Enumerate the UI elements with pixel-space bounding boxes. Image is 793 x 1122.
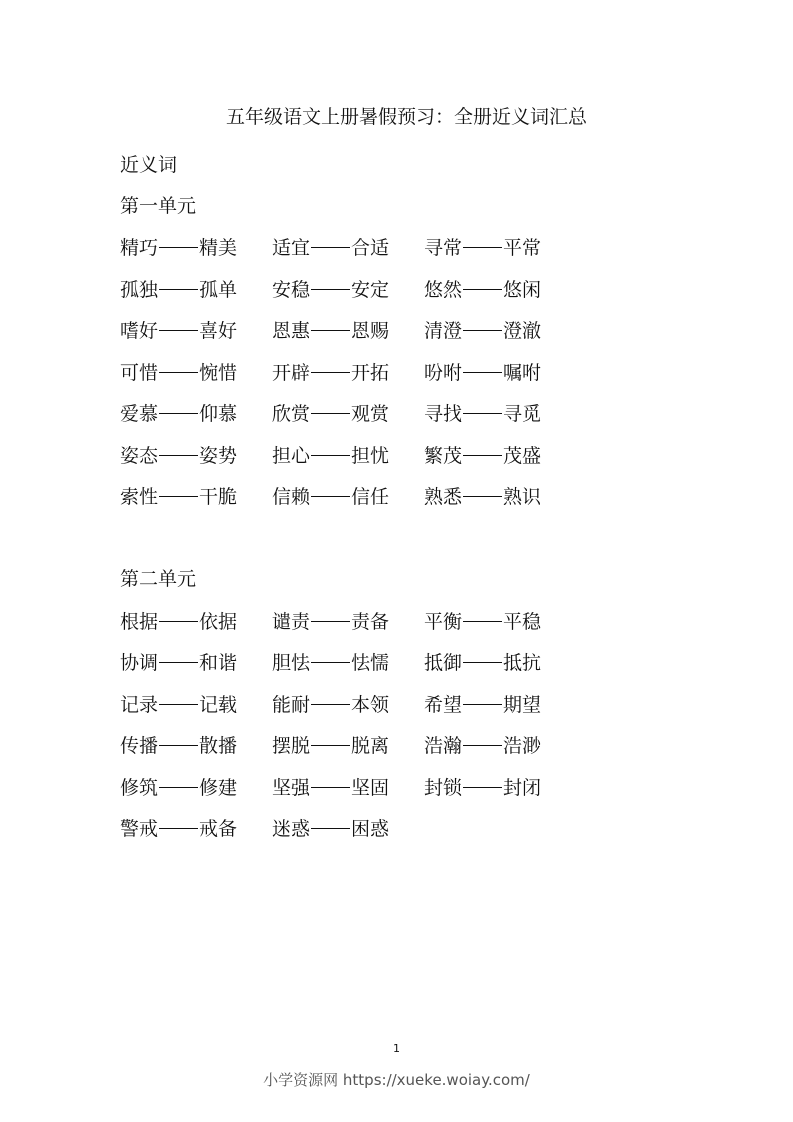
dash-connector [311, 662, 350, 663]
word: 谴责 [272, 610, 311, 633]
synonym-word: 精美 [199, 237, 238, 260]
dash-connector [311, 413, 350, 414]
word: 协调 [120, 652, 159, 675]
word: 希望 [424, 693, 463, 716]
word: 精巧 [120, 237, 159, 260]
synonym-row [120, 475, 720, 517]
synonym-word: 责备 [351, 610, 390, 633]
synonym-word: 合适 [351, 237, 390, 260]
synonym-pair [424, 399, 576, 426]
synonym-word: 恩赐 [351, 320, 390, 343]
synonym-pair [272, 690, 424, 717]
dash-connector [159, 372, 198, 373]
word: 根据 [120, 610, 159, 633]
word: 欣赏 [272, 403, 311, 426]
synonym-pair [424, 607, 576, 634]
synonym-word: 平常 [503, 237, 542, 260]
synonym-pair [120, 482, 272, 509]
dash-connector [159, 289, 198, 290]
synonym-pair [272, 814, 424, 841]
synonym-pair [272, 399, 424, 426]
synonym-pair [272, 482, 424, 509]
word: 姿态 [120, 444, 159, 467]
synonym-pair [272, 648, 424, 675]
dash-connector [159, 828, 198, 829]
dash-connector [159, 455, 198, 456]
word: 修筑 [120, 776, 159, 799]
synonym-row [120, 309, 720, 351]
word: 平衡 [424, 610, 463, 633]
word: 记录 [120, 693, 159, 716]
word: 浩瀚 [424, 735, 463, 758]
dash-connector [311, 330, 350, 331]
dash-connector [159, 662, 198, 663]
synonym-word: 仰慕 [199, 403, 238, 426]
synonym-word: 和谐 [199, 652, 238, 675]
synonym-word: 喜好 [199, 320, 238, 343]
synonym-row [120, 807, 720, 849]
word: 吩咐 [424, 361, 463, 384]
dash-connector [159, 745, 198, 746]
section-label: 近义词 [120, 153, 178, 176]
dash-connector [463, 787, 502, 788]
synonym-word: 干脆 [199, 486, 238, 509]
synonym-word: 散播 [199, 735, 238, 758]
synonym-pair [272, 607, 424, 634]
dash-connector [463, 662, 502, 663]
word: 封锁 [424, 776, 463, 799]
dash-connector [311, 289, 350, 290]
word: 嗜好 [120, 320, 159, 343]
synonym-word: 开拓 [351, 361, 390, 384]
dash-connector [463, 247, 502, 248]
synonym-pair [272, 316, 424, 343]
synonym-row [120, 226, 720, 268]
synonym-word: 观赏 [351, 403, 390, 426]
synonym-word: 抵抗 [503, 652, 542, 675]
word: 适宜 [272, 237, 311, 260]
word: 寻常 [424, 237, 463, 260]
word: 爱慕 [120, 403, 159, 426]
synonym-word: 本领 [351, 693, 390, 716]
synonym-pair [120, 607, 272, 634]
footer-watermark: 小学资源网 https://xueke.woiay.com/ [263, 1071, 530, 1089]
unit-heading: 第一单元 [120, 194, 197, 217]
synonym-word: 熟识 [503, 486, 542, 509]
word: 警戒 [120, 818, 159, 841]
dash-connector [311, 455, 350, 456]
word: 信赖 [272, 486, 311, 509]
synonym-pair [120, 690, 272, 717]
synonym-pair [272, 441, 424, 468]
word: 传播 [120, 735, 159, 758]
synonym-row [120, 600, 720, 642]
unit-spacer [120, 517, 720, 559]
word: 安稳 [272, 278, 311, 301]
synonym-pair [424, 233, 576, 260]
synonym-row [120, 351, 720, 393]
dash-connector [311, 496, 350, 497]
synonym-pair [120, 275, 272, 302]
synonym-word: 困惑 [351, 818, 390, 841]
synonym-row [120, 434, 720, 476]
synonym-row [120, 641, 720, 683]
synonym-word: 姿势 [199, 444, 238, 467]
dash-connector [463, 704, 502, 705]
page-title: 五年级语文上册暑假预习：全册近义词汇总 [225, 106, 587, 128]
synonym-row [120, 268, 720, 310]
word: 胆怯 [272, 652, 311, 675]
synonym-pair [120, 441, 272, 468]
synonym-pair [424, 690, 576, 717]
word: 摆脱 [272, 735, 311, 758]
dash-connector [159, 787, 198, 788]
word: 开辟 [272, 361, 311, 384]
synonym-word: 澄澈 [503, 320, 542, 343]
word: 寻找 [424, 403, 463, 426]
synonym-word: 茂盛 [503, 444, 542, 467]
word: 迷惑 [272, 818, 311, 841]
dash-connector [159, 247, 198, 248]
dash-connector [463, 330, 502, 331]
dash-connector [311, 704, 350, 705]
word: 恩惠 [272, 320, 311, 343]
synonym-row [120, 724, 720, 766]
synonym-word: 寻觅 [503, 403, 542, 426]
synonym-word: 封闭 [503, 776, 542, 799]
word: 抵御 [424, 652, 463, 675]
synonym-row [120, 392, 720, 434]
synonym-pair [120, 358, 272, 385]
word: 悠然 [424, 278, 463, 301]
dash-connector [311, 745, 350, 746]
synonym-pair [272, 233, 424, 260]
synonym-word: 孤单 [199, 278, 238, 301]
synonym-word: 戒备 [199, 818, 238, 841]
synonym-word: 期望 [503, 693, 542, 716]
word: 坚强 [272, 776, 311, 799]
synonym-word: 悠闲 [503, 278, 542, 301]
synonym-word: 嘱咐 [503, 361, 542, 384]
word: 能耐 [272, 693, 311, 716]
document-body [120, 144, 720, 849]
synonym-row [120, 766, 720, 808]
synonym-word: 怯懦 [351, 652, 390, 675]
synonym-word: 坚固 [351, 776, 390, 799]
synonym-word: 记载 [199, 693, 238, 716]
synonym-word: 安定 [351, 278, 390, 301]
word: 繁茂 [424, 444, 463, 467]
unit-heading: 第二单元 [120, 568, 197, 590]
dash-connector [311, 621, 350, 622]
dash-connector [159, 330, 198, 331]
word: 清澄 [424, 320, 463, 343]
synonym-pair [424, 773, 576, 800]
dash-connector [463, 745, 502, 746]
synonym-word: 平稳 [503, 610, 542, 633]
dash-connector [463, 455, 502, 456]
dash-connector [311, 787, 350, 788]
units-container [120, 185, 720, 849]
synonym-pair [424, 648, 576, 675]
dash-connector [463, 496, 502, 497]
synonym-pair [272, 773, 424, 800]
synonym-pair [120, 233, 272, 260]
synonym-pair [424, 358, 576, 385]
synonym-pair [424, 482, 576, 509]
word: 熟悉 [424, 486, 463, 509]
synonym-word: 修建 [199, 776, 238, 799]
synonym-pair [424, 441, 576, 468]
synonym-pair [120, 731, 272, 758]
dash-connector [159, 496, 198, 497]
synonym-word: 依据 [199, 610, 238, 633]
page-number: 1 [393, 1042, 400, 1055]
dash-connector [311, 247, 350, 248]
synonym-pair [272, 275, 424, 302]
word: 可惜 [120, 361, 159, 384]
synonym-pair [424, 275, 576, 302]
synonym-pair [424, 731, 576, 758]
synonym-pair [120, 316, 272, 343]
dash-connector [159, 621, 198, 622]
dash-connector [311, 828, 350, 829]
dash-connector [159, 413, 198, 414]
dash-connector [463, 289, 502, 290]
synonym-word: 信任 [351, 486, 390, 509]
synonym-pair [120, 773, 272, 800]
synonym-pair [424, 316, 576, 343]
synonym-row [120, 683, 720, 725]
word: 担心 [272, 444, 311, 467]
synonym-word: 脱离 [351, 735, 390, 758]
synonym-pair [120, 814, 272, 841]
dash-connector [159, 704, 198, 705]
word: 索性 [120, 486, 159, 509]
dash-connector [463, 413, 502, 414]
synonym-pair [272, 731, 424, 758]
synonym-word: 浩渺 [503, 735, 542, 758]
synonym-word: 惋惜 [199, 361, 238, 384]
dash-connector [463, 621, 502, 622]
synonym-word: 担忧 [351, 444, 390, 467]
dash-connector [463, 372, 502, 373]
synonym-pair [272, 358, 424, 385]
word: 孤独 [120, 278, 159, 301]
synonym-pair [120, 399, 272, 426]
synonym-pair [120, 648, 272, 675]
dash-connector [311, 372, 350, 373]
